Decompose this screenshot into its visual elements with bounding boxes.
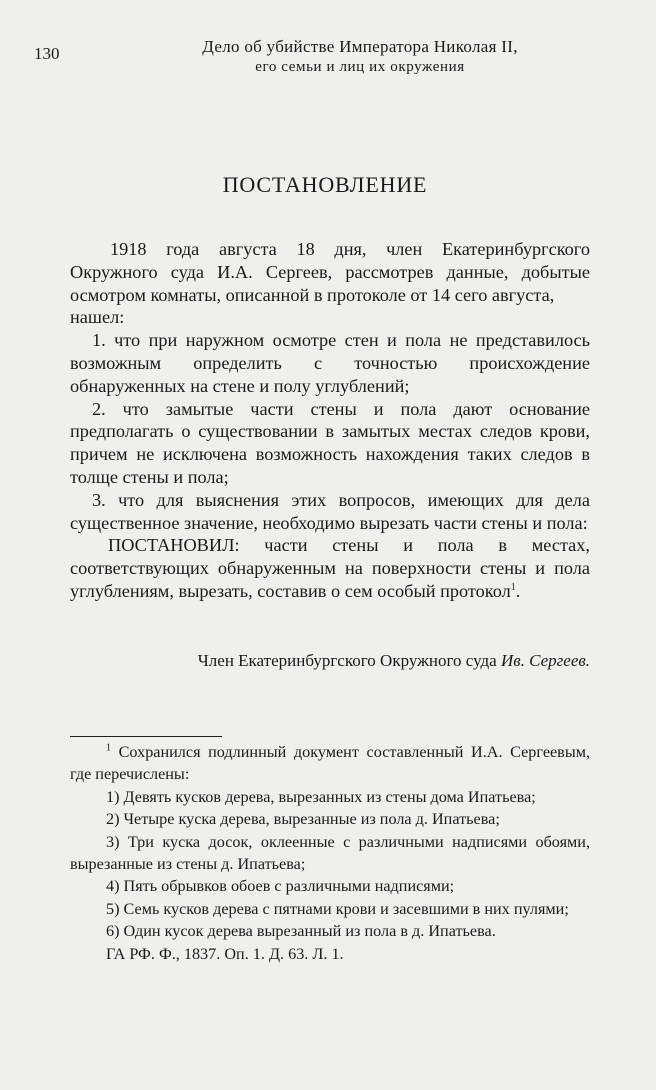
page-number: 130 [34,44,60,63]
resolution-paragraph [70,534,590,602]
footnote-item: 1) Девять кусков дерева, вырезанных из стены дома Ипатьева; [106,787,536,806]
footnote-text: Сохранился подлинный документ составленный И.А. Сергеевым, где перечислены: [70,743,590,784]
document-body [70,238,590,603]
footnote-item: 3) Три куска досок, оклеенные с различными надписями обоями, вырезанные из стены д. Ипатьева; [70,832,590,874]
running-head [140,36,580,78]
footnote-item: 5) Семь кусков дерева с пятнами крови и засевшими в них пулями; [106,899,569,918]
finding-item: 3. что для выяснения этих вопросов, имеющих для дела существенное значение, необходимо вырезать части стены и пола: [70,489,590,533]
footnote-divider [70,736,222,737]
archive-source: ГА РФ. Ф., 1837. Оп. 1. Д. 63. Л. 1. [106,944,344,963]
signature-name: Ив. Сергеев. [500,651,590,670]
resolution-end: . [515,580,521,601]
signature-line [70,651,590,671]
footnote-item: 2) Четыре куска дерева, вырезанные из пола д. Ипатьева; [106,810,500,829]
footnote-block [70,741,590,965]
running-head-line-1: Дело об убийстве Императора Николая II, [202,37,518,56]
footnote-item: 6) Один кусок дерева вырезанный из пола в д. Ипатьева. [106,922,496,941]
footnote-reference: 1 [510,581,516,593]
resolution-text: ПОСТАНОВИЛ: части стены и пола в местах, соответствующих обнаруженным на поверхности стены и пола углублениям, вырезать, составив о сем особый протокол [70,535,590,601]
signature-role: Член Екатеринбургского Окружного суда [197,651,497,670]
found-line: нашел: [70,307,125,328]
finding-item: 1. что при наружном осмотре стен и пола не представилось возможным определить с точностью происхождение обнаруженных на стене и полу углублений; [70,330,590,396]
footnote-intro [70,741,590,786]
footnote-item: 4) Пять обрывков обоев с различными надписями; [106,877,455,896]
running-head-line-2: его семьи и лиц их окружения [255,59,465,75]
footnote-mark: 1 [106,742,111,754]
finding-item: 2. что замытые части стены и пола дают основание предполагать о существовании в замытых местах следов крови, причем не исключена возможность нахождения таких следов в толще стены и пола; [70,398,590,487]
document-title: ПОСТАНОВЛЕНИЕ [222,172,428,197]
intro-paragraph: 1918 года августа 18 дня, член Екатеринбургского Окружного суда И.А. Сергеев, рассмотрев данные, добытые осмотром комнаты, описанной в протоколе от 14 сего августа, [70,239,590,305]
